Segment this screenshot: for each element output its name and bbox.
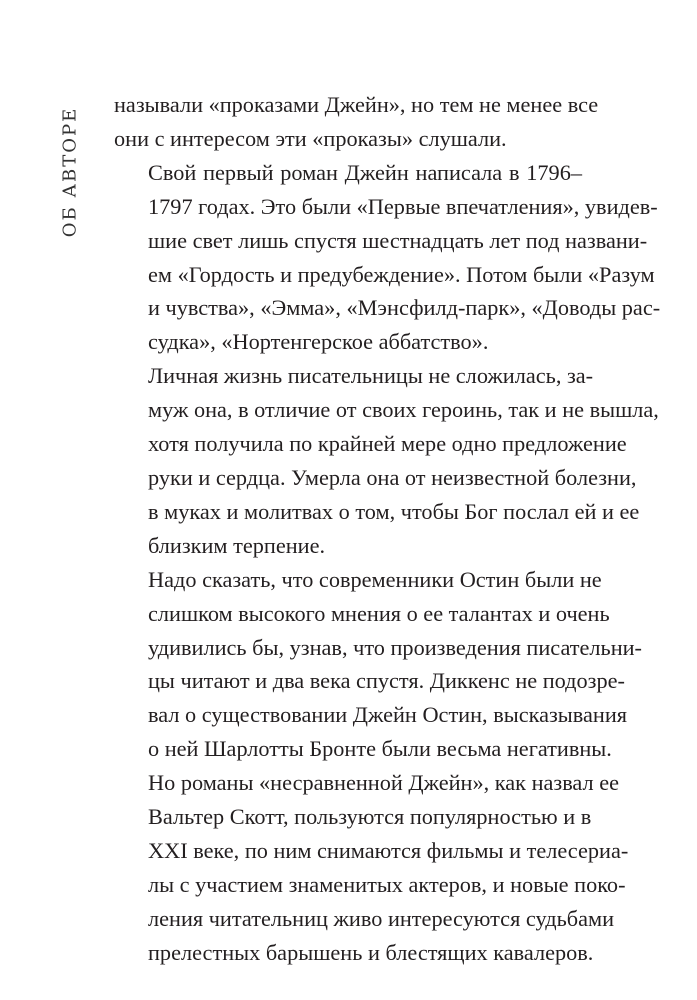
text-line: называли «проказами Джейн», но тем не менее все [114,92,599,117]
text-line: цы читают и два века спустя. Диккенс не подозре- [148,668,625,694]
running-head [56,92,84,252]
text-line: Но романы «несравненной Джейн», как назвал ее [148,770,620,796]
text-line: о ней Шарлотты Бронте были весьма негативны. [148,736,612,762]
text-line: вал о существовании Джейн Остин, высказывания [148,702,628,728]
text-line: ления читательниц живо интересуются судьбами [148,905,615,931]
text-line: Надо сказать, что современники Остин были не [148,566,602,592]
paragraph [114,88,599,156]
paragraph [114,563,642,970]
text-line: слишком высокого мнения о ее талантах и очень [148,600,610,626]
paragraph [114,359,659,562]
text-line: XXI веке, по ним снимаются фильмы и телесериа- [148,837,629,863]
text-line: удивились бы, узнав, что произведения писательни- [148,634,642,660]
text-line: ем «Гордость и предубеждение». Потом были «Разум [148,261,655,287]
paragraph [114,156,661,359]
text-line: 1797 годах. Это были «Первые впечатления», увидев- [148,193,658,219]
text-line: в муках и молитвах о том, чтобы Бог послал ей и ее [148,498,640,524]
text-line: руки и сердца. Умерла она от неизвестной болезни, [148,464,637,490]
text-line: Вальтер Скотт, пользуются популярностью и в [148,804,592,830]
text-line: судка», «Нортенгерское аббатство». [148,329,489,355]
text-line: и чувства», «Эмма», «Мэнсфилд-парк», «Доводы рас- [148,295,661,321]
running-head-text: ОБ АВТОРЕ [59,106,81,238]
text-line: лы с участием знаменитых актеров, и новые поко- [148,871,626,897]
text-line: хотя получила по крайней мере одно предложение [148,431,627,457]
text-line: прелестных барышень и блестящих кавалеров. [148,939,594,965]
text-line: они с интересом эти «проказы» слушали. [114,125,507,151]
text-line: Личная жизнь писательницы не сложилась, за- [148,363,594,389]
text-line: близким терпение. [148,532,326,558]
text-line: шие свет лишь спустя шестнадцать лет под названи- [148,227,648,253]
text-line: муж она, в отличие от своих героинь, так и не вышла, [148,397,659,423]
body-text [114,88,661,970]
text-line: Свой первый роман Джейн написала в 1796– [148,159,582,185]
